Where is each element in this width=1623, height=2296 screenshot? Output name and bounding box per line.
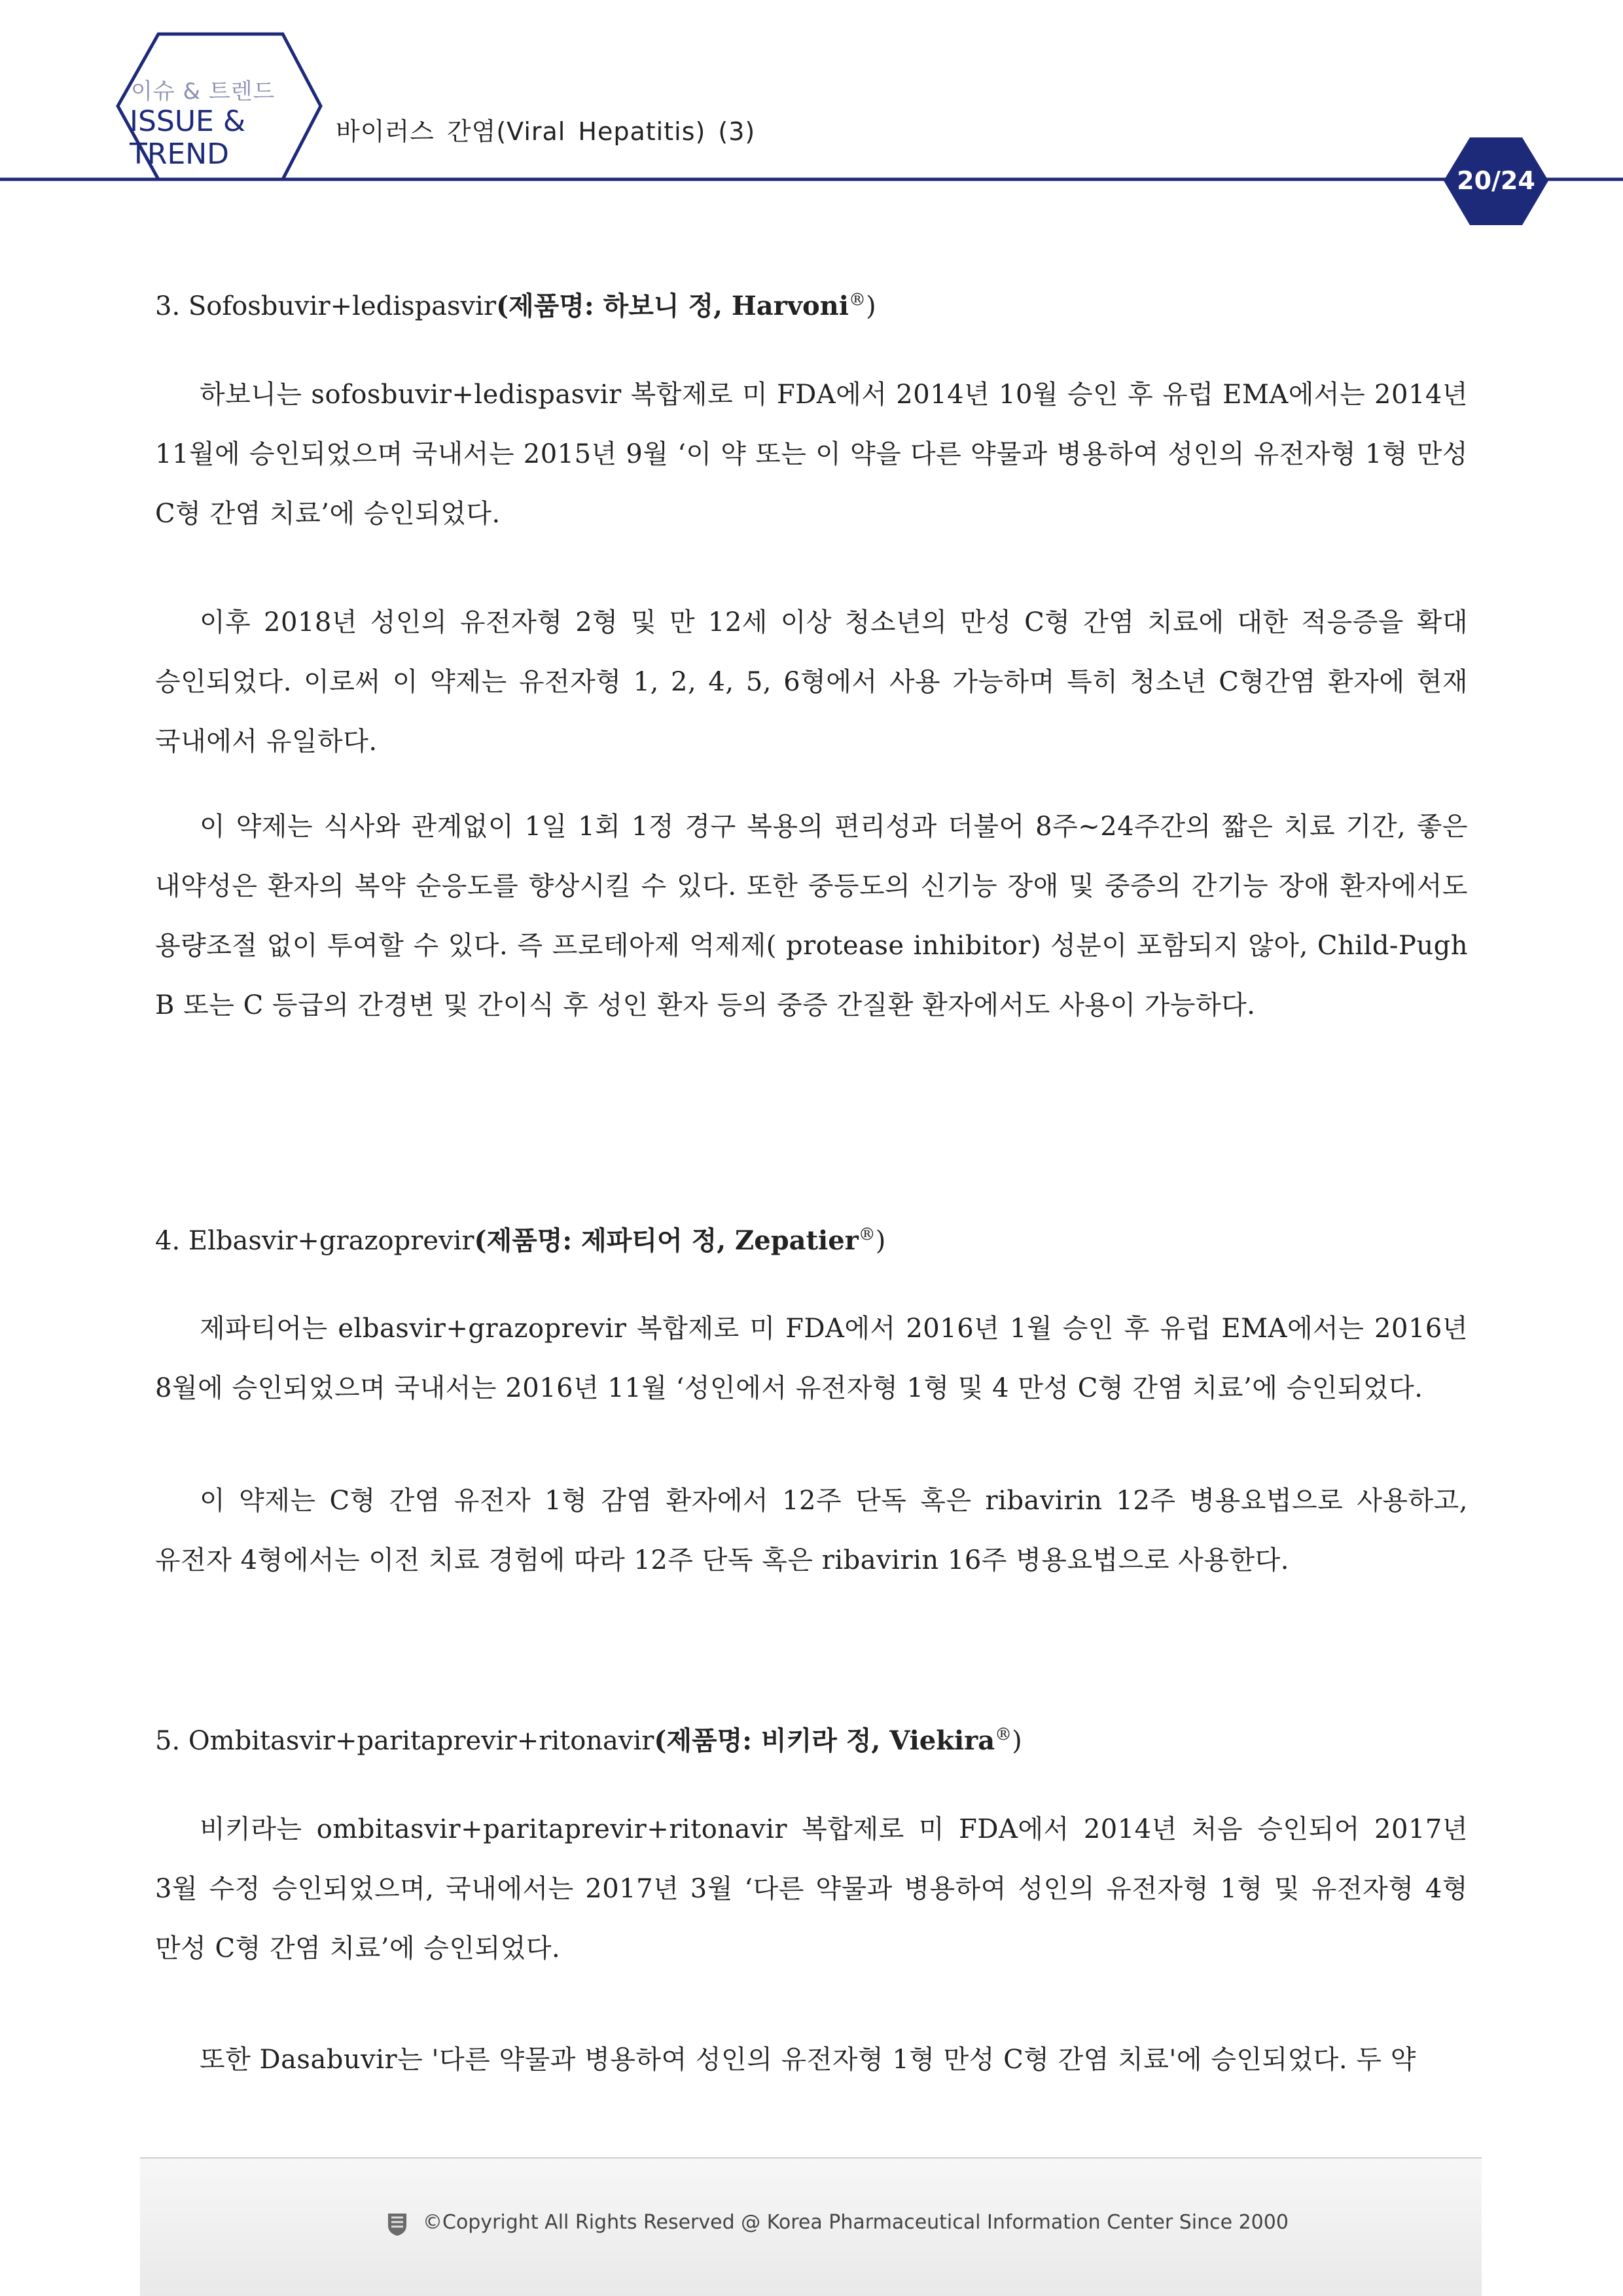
heading-close-paren: ) bbox=[1012, 1726, 1022, 1756]
kpic-logo-icon bbox=[384, 2211, 410, 2237]
paragraph: 이 약제는 식사와 관계없이 1일 1회 1정 경구 복용의 편리성과 더불어 8주~24주간의 짧은 치료 기간, 좋은 내약성은 환자의 복약 순응도를 향상시킬 수 있다. 또한 중등도의 신기능 장애 및 중증의 간기능 장애 환자에서도 용량조절 없이 투여할 수 있다. 즉 프로테아제 억제제( protease inhibitor) 성분이 포함되지 않아, Child-Pugh B 또는 C 등급의 간경변 및 간이식 후 성인 환자 등의 중증 간질환 환자에서도 사용이 가능하다. bbox=[155, 812, 1468, 1020]
paragraph: 이후 2018년 성인의 유전자형 2형 및 만 12세 이상 청소년의 만성 C형 간염 치료에 대한 적응증을 확대 승인되었다. 이로써 이 약제는 유전자형 1, 2, 4, 5, 6형에서 사용 가능하며 특히 청소년 C형간염 환자에 현재 국내에서 유일하다. bbox=[155, 607, 1468, 757]
registered-mark: ® bbox=[995, 1725, 1012, 1745]
badge-trend-label: TREND bbox=[130, 137, 230, 171]
page-number: 20/24 bbox=[1457, 166, 1535, 195]
section-heading-5 bbox=[155, 1723, 1468, 1759]
badge-issue-label: ISSUE & bbox=[130, 105, 246, 138]
copyright-notice: ©Copyright All Rights Reserved @ Korea Pharmaceutical Information Center Since 2000 bbox=[423, 2211, 1289, 2234]
registered-mark: ® bbox=[848, 290, 866, 310]
drug-brand-name: (제품명: 비키라 정, Viekira bbox=[654, 1725, 995, 1756]
heading-close-paren: ) bbox=[865, 291, 876, 321]
heading-close-paren: ) bbox=[875, 1226, 886, 1256]
section-number: 5. bbox=[155, 1726, 181, 1756]
section-number: 3. bbox=[155, 291, 181, 321]
paragraph: 비키라는 ombitasvir+paritaprevir+ritonavir 복합제로 미 FDA에서 2014년 처음 승인되어 2017년 3월 수정 승인되었으며, 국내에서는 2017년 3월 ‘다른 약물과 병용하여 성인의 유전자형 1형 및 유전자형 4형 만성 C형 간염 치료’에 승인되었다. bbox=[155, 1814, 1468, 1964]
paragraph: 하보니는 sofosbuvir+ledispasvir 복합제로 미 FDA에서 2014년 10월 승인 후 유럽 EMA에서는 2014년 11월에 승인되었으며 국내서는 2015년 9월 ‘이 약 또는 이 약을 다른 약물과 병용하여 성인의 유전자형 1형 만성 C형 간염 치료’에 승인되었다. bbox=[155, 380, 1468, 529]
badge-korean-label: 이슈 & 트렌드 bbox=[131, 79, 276, 105]
section-number: 4. bbox=[155, 1226, 181, 1256]
document-title: 바이러스 간염(Viral Hepatitis) (3) bbox=[336, 117, 756, 146]
paragraph: 또한 Dasabuvir는 '다른 약물과 병용하여 성인의 유전자형 1형 만성 C형 간염 치료'에 승인되었다. 두 약 bbox=[200, 2045, 1416, 2075]
paragraph: 이 약제는 C형 간염 유전자 1형 감염 환자에서 12주 단독 혹은 ribavirin 12주 병용요법으로 사용하고, 유전자 4형에서는 이전 치료 경험에 따라 12주 단독 혹은 ribavirin 16주 병용요법으로 사용한다. bbox=[155, 1486, 1468, 1575]
drug-generic-name: Ombitasvir+paritaprevir+ritonavir bbox=[188, 1726, 654, 1756]
section-heading-4 bbox=[155, 1223, 1468, 1259]
drug-generic-name: Elbasvir+grazoprevir bbox=[188, 1226, 474, 1256]
section-heading-3 bbox=[155, 288, 1468, 325]
drug-generic-name: Sofosbuvir+ledispasvir bbox=[188, 291, 497, 321]
paragraph: 제파티어는 elbasvir+grazoprevir 복합제로 미 FDA에서 2016년 1월 승인 후 유럽 EMA에서는 2016년 8월에 승인되었으며 국내서는 2016년 11월 ‘성인에서 유전자형 1형 및 4 만성 C형 간염 치료’에 승인되었다. bbox=[155, 1314, 1468, 1403]
registered-mark: ® bbox=[858, 1225, 876, 1245]
drug-brand-name: (제품명: 하보니 정, Harvoni bbox=[496, 291, 849, 321]
drug-brand-name: (제품명: 제파티어 정, Zepatier bbox=[474, 1225, 859, 1256]
